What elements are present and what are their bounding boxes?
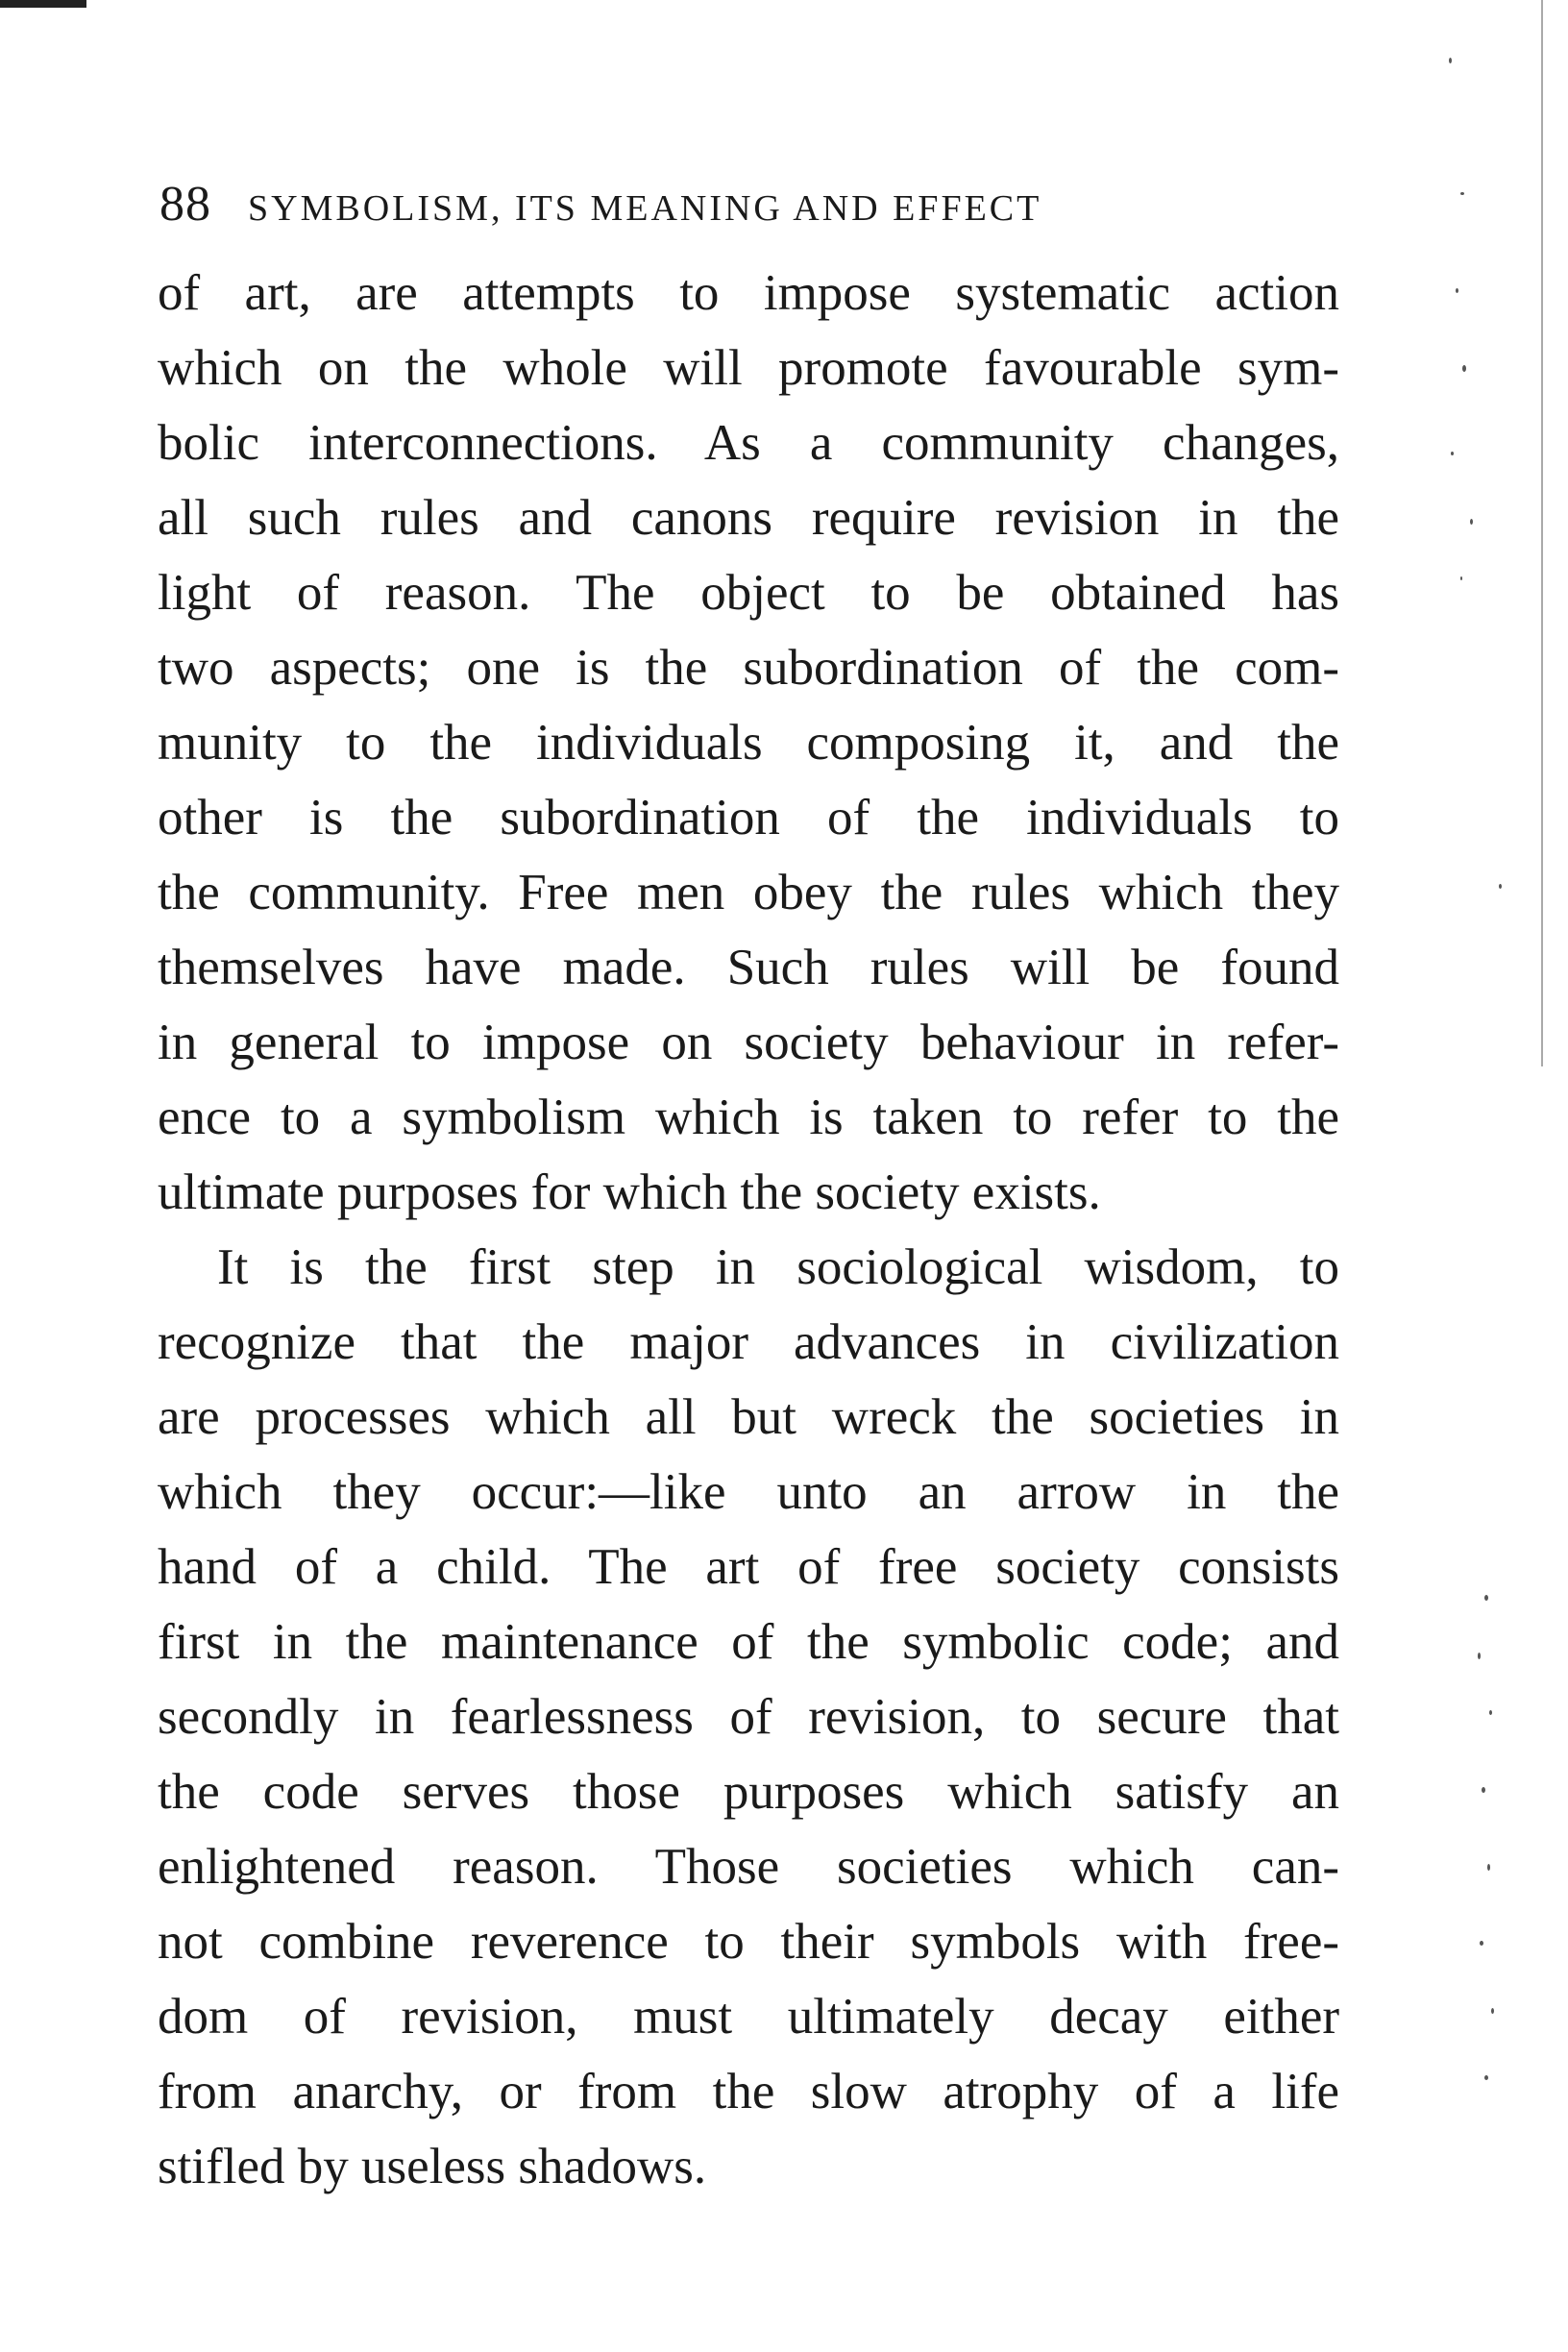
scan-corner-mark [0, 0, 86, 8]
body-text [158, 256, 1339, 2204]
running-title: SYMBOLISM, ITS MEANING AND EFFECT [248, 188, 1042, 229]
page-number: 88 [159, 177, 211, 232]
scan-speck [1499, 884, 1502, 889]
text-line: not combine reverence to their symbols with free- [158, 1914, 1339, 1970]
text-line: all such rules and canons require revision in the [158, 490, 1339, 546]
scan-speck [1462, 365, 1466, 372]
scan-speck [1491, 2008, 1494, 2014]
text-line: which they occur:—like unto an arrow in the [158, 1464, 1339, 1520]
text-line: ultimate purposes for which the society exists. [158, 1164, 1101, 1220]
scan-speck [1470, 519, 1473, 525]
text-line: the code serves those purposes which satisfy an [158, 1764, 1339, 1820]
text-line: secondly in fearlessness of revision, to secure that [158, 1689, 1339, 1745]
text-line: are processes which all but wreck the societies in [158, 1389, 1339, 1445]
scan-speck [1460, 576, 1462, 580]
scan-speck [1451, 452, 1454, 455]
scan-speck [1478, 1653, 1481, 1659]
scan-speck [1487, 1864, 1490, 1871]
scan-speck [1484, 1595, 1488, 1601]
text-line: hand of a child. The art of free society consists [158, 1539, 1339, 1595]
scan-speck [1482, 1787, 1485, 1793]
text-line: light of reason. The object to be obtained has [158, 565, 1339, 621]
scan-speck [1449, 58, 1452, 63]
paragraph-1 [158, 256, 1339, 1230]
scan-speck [1480, 1941, 1483, 1946]
text-line: ence to a symbolism which is taken to refer to the [158, 1090, 1339, 1145]
text-line: first in the maintenance of the symbolic code; and [158, 1614, 1339, 1670]
text-line: dom of revision, must ultimately decay either [158, 1989, 1339, 2045]
running-head [159, 176, 1341, 233]
text-line: in general to impose on society behaviour in refer- [158, 1015, 1339, 1070]
text-line: the community. Free men obey the rules which they [158, 865, 1339, 920]
text-line: other is the subordination of the individuals to [158, 790, 1339, 845]
scan-speck [1456, 288, 1458, 293]
text-line: stifled by useless shadows. [158, 2139, 707, 2194]
text-line: bolic interconnections. As a community changes, [158, 415, 1339, 471]
scan-speck [1460, 192, 1464, 195]
scan-edge-line [1541, 0, 1543, 1066]
text-line: of art, are attempts to impose systematic action [158, 265, 1339, 321]
text-line: themselves have made. Such rules will be found [158, 940, 1339, 995]
text-line: enlightened reason. Those societies which can- [158, 1839, 1339, 1895]
scan-speck [1489, 1710, 1492, 1715]
scan-speck [1484, 2075, 1488, 2080]
text-line: munity to the individuals composing it, and the [158, 715, 1339, 771]
text-line: recognize that the major advances in civilization [158, 1314, 1339, 1370]
paragraph-2 [158, 1230, 1339, 2204]
text-line: two aspects; one is the subordination of the com- [158, 640, 1339, 696]
text-line: from anarchy, or from the slow atrophy of a life [158, 2064, 1339, 2119]
text-line: which on the whole will promote favourable sym- [158, 340, 1339, 396]
text-line: It is the first step in sociological wisdom, to [217, 1239, 1339, 1295]
